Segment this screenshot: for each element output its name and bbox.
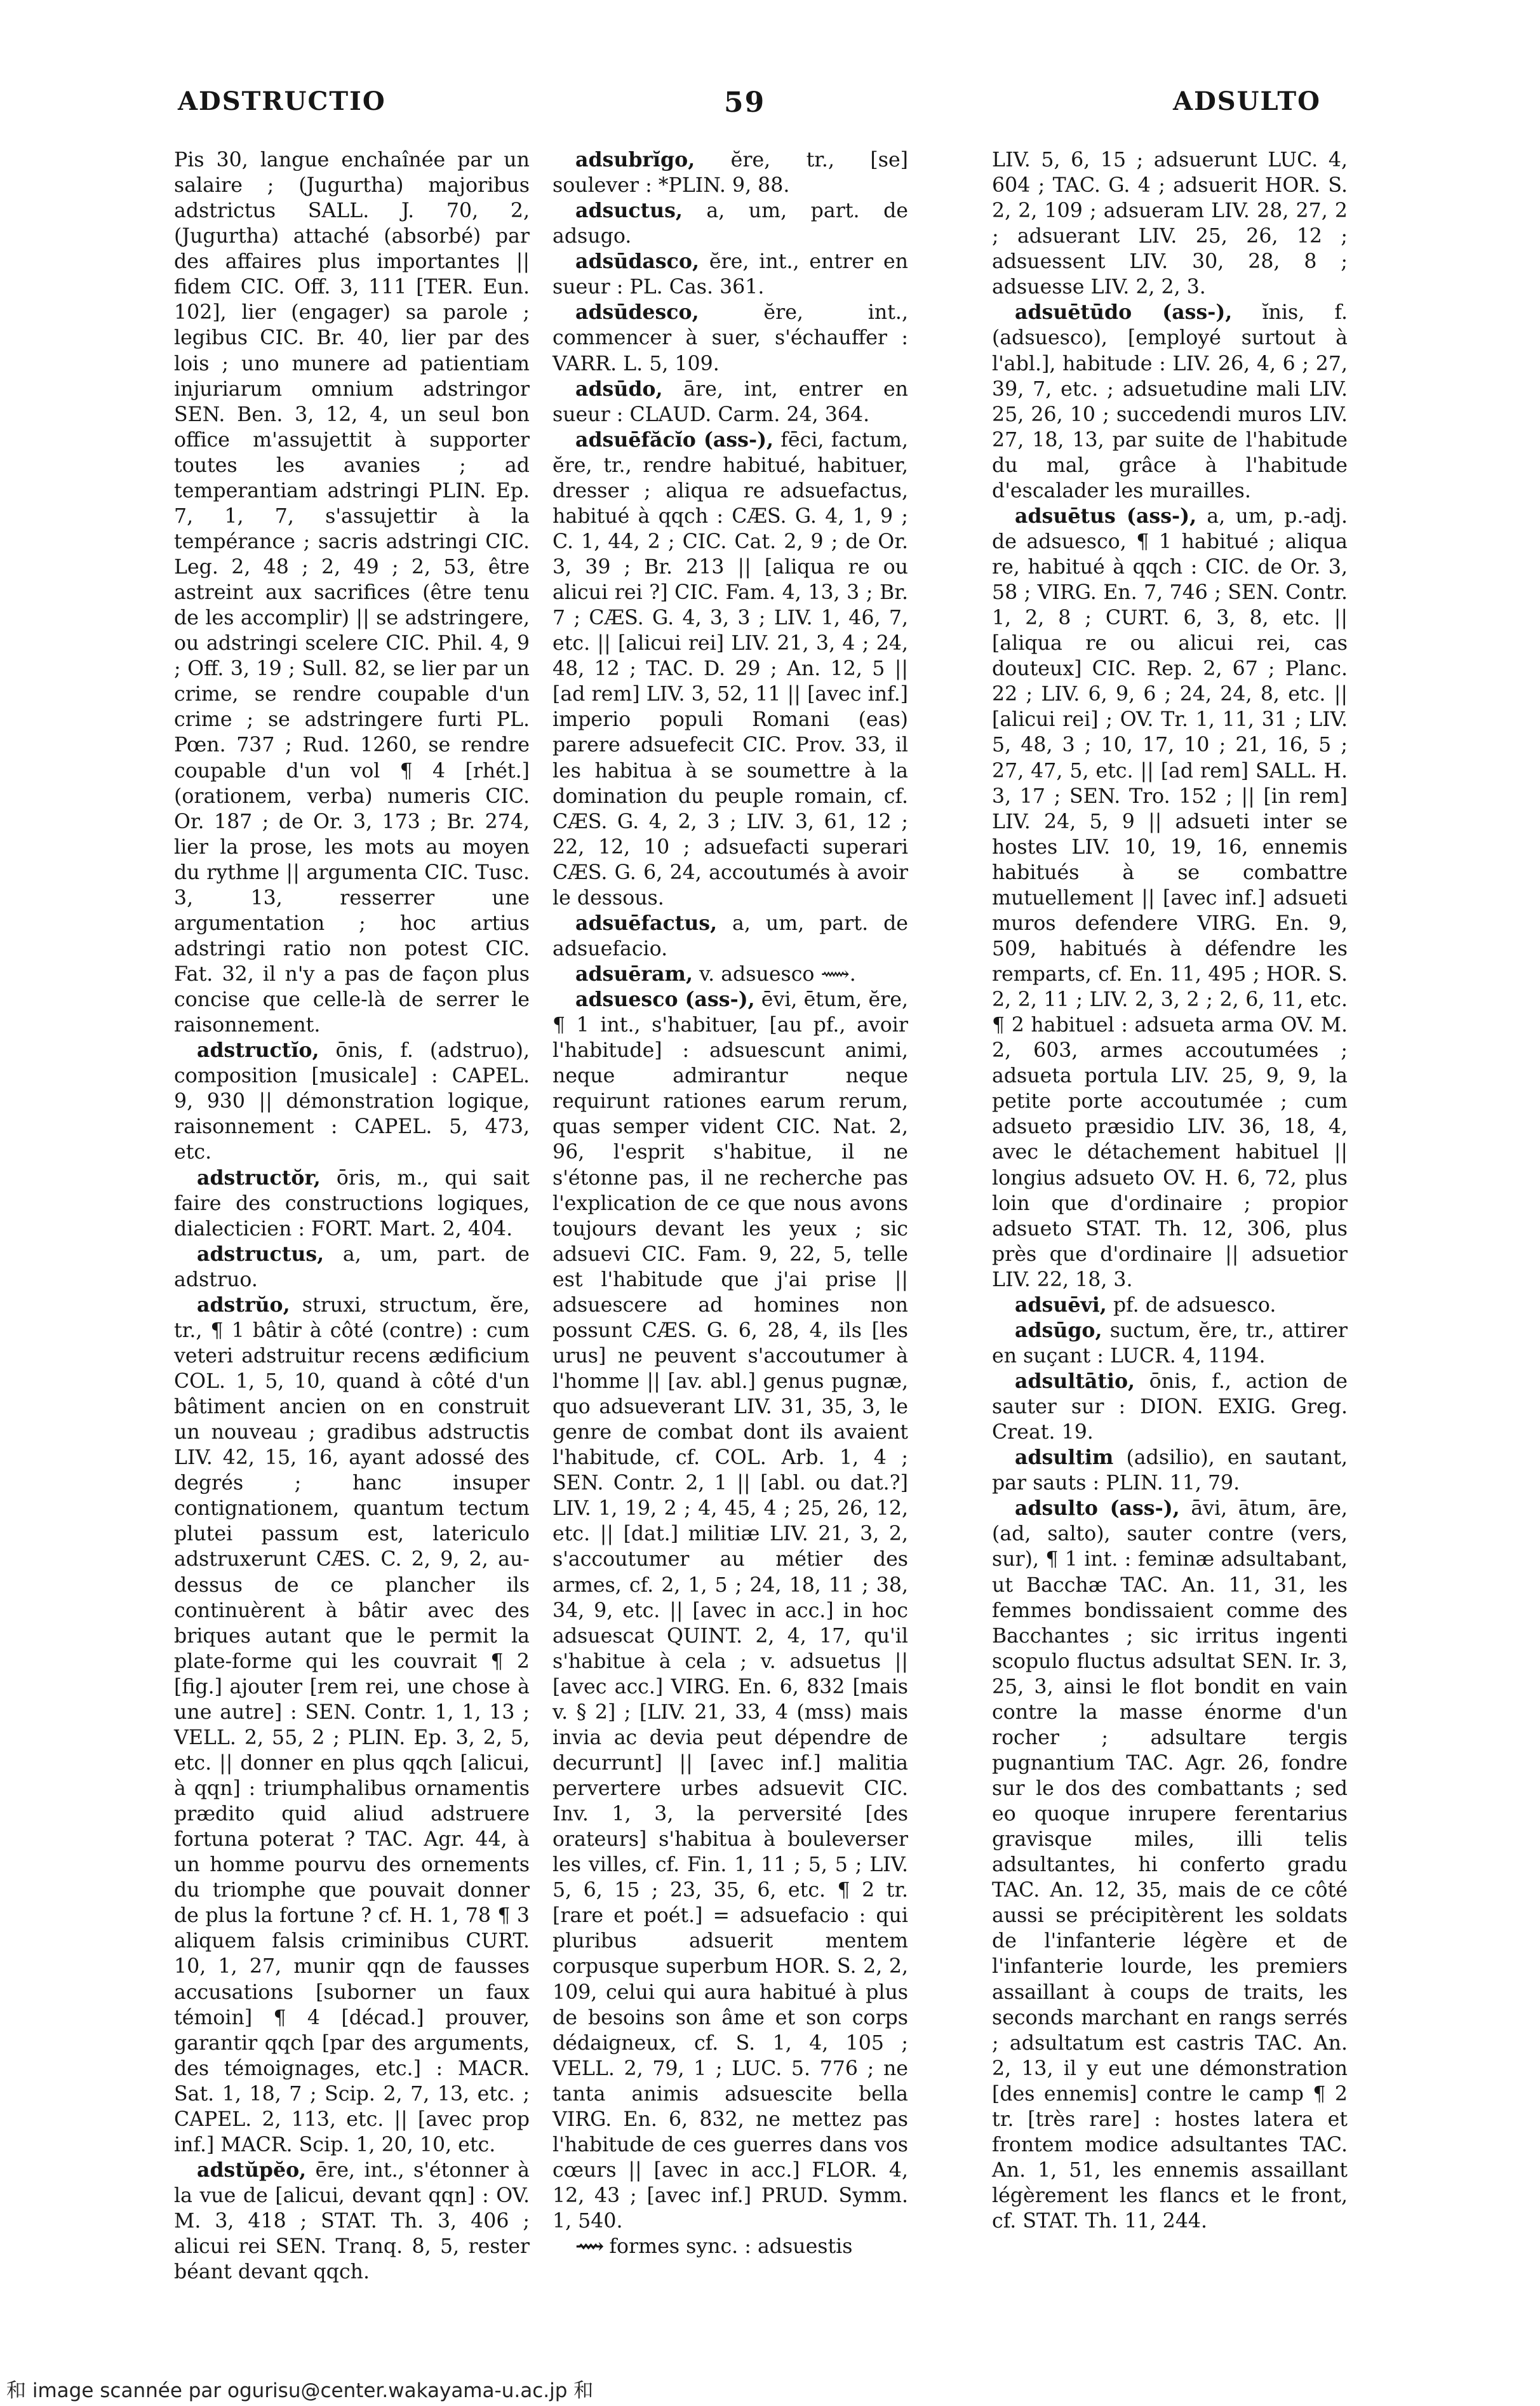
definition-text: ĕre, int., entrer en sueur : PL. Cas. 361.: [552, 250, 908, 299]
definition-text: formes sync. : adsuestis: [609, 2235, 853, 2259]
dictionary-entry: [552, 987, 908, 2234]
scan-credit: 和 image scannée par ogurisu@center.wakayama-u.ac.jp 和: [6, 2379, 594, 2402]
dictionary-entry: [992, 1445, 1348, 1496]
dictionary-entry: [552, 198, 908, 249]
definition-text: ōnis, f., action de sauter sur : DION. EXIG. Greg. Creat. 19.: [992, 1370, 1348, 1444]
column-2: [552, 147, 908, 2259]
definition-text: suctum, ĕre, tr., attirer en suçant : LUCR. 4, 1194.: [992, 1319, 1348, 1368]
headword: adsūgo,: [1015, 1318, 1102, 1342]
definition-text: fēci, factum, ĕre, tr., rendre habitué, habituer, dresser ; aliqua re adsuefactus, habitué à qqch : CÆS. G. 4, 1, 9 ; C. 1, 44, 2 ; CIC. Cat. 2, 9 ; de Or. 3, 39 ; Br. 213 || [aliqua re ou alicui rei ?] CIC. Fam. 4, 13, 3 ; Br. 7 ; CÆS. G. 4, 3, 3 ; LIV. 1, 46, 7, etc. || [alicui rei] LIV. 21, 3, 4 ; 24, 48, 12 ; TAC. D. 29 ; An. 12, 5 || [ad rem] LIV. 3, 52, 11 || [avec inf.] imperio populi Romani (eas) parere adsuefecit CIC. Prov. 33, il les habitua à se soumettre à la domination du peuple romain, cf. CÆS. G. 4, 2, 3 ; LIV. 3, 61, 12 ; 22, 12, 10 ; adsuefacti superari CÆS. G. 6, 24, accoutumés à avoir le dessous.: [552, 428, 908, 910]
headword: adstŭpĕo,: [197, 2158, 307, 2182]
definition-text: ēre, int., s'étonner à la vue de [alicui, devant qqn] : OV. M. 3, 418 ; STAT. Th. 3, 406 ; alicui rei SEN. Tranq. 8, 5, rester béant devant qqch.: [174, 2158, 530, 2284]
definition-text: āre, int, entrer en sueur : CLAUD. Carm. 24, 364.: [552, 377, 909, 426]
headword: adsuēvi,: [1015, 1293, 1107, 1317]
dictionary-entry: [992, 504, 1348, 1293]
column-1: [174, 147, 530, 2285]
dictionary-entry: [174, 2158, 530, 2285]
dictionary-entry: [992, 300, 1348, 504]
definition-text: pf. de adsuesco.: [1113, 1293, 1276, 1317]
definition-text: LIV. 5, 6, 15 ; adsuerunt LUC. 4, 604 ; TAC. G. 4 ; adsuerit HOR. S. 2, 2, 109 ; adsueram LIV. 28, 27, 2 ; adsuerant LIV. 25, 26, 12 ; adsuessent LIV. 30, 28, 8 ; adsuesse LIV. 2, 2, 3.: [992, 149, 1348, 299]
entry-continuation: [992, 147, 1348, 300]
headword: adstructĭo,: [197, 1038, 319, 1063]
dictionary-entry: [174, 1166, 530, 1242]
dictionary-entry: [992, 1318, 1348, 1369]
dictionary-entry: [174, 1293, 530, 2158]
definition-text: a, um, part. de adstruo.: [174, 1242, 530, 1291]
dictionary-entry: [552, 300, 908, 376]
headword: adsuētus (ass-),: [1015, 504, 1197, 528]
dictionary-entry: [992, 1369, 1348, 1445]
headword: adsuētūdo (ass-),: [1015, 300, 1233, 325]
dictionary-entry: [552, 147, 908, 198]
definition-text: āvi, ātum, āre, (ad, salto), sauter contre (vers, sur), ¶ 1 int. : feminæ adsultabant, ut Bacchæ TAC. An. 11, 31, les femmes bondissaient comme des Bacchantes ; sic irritus ingenti scopulo fluctus adsultat SEN. Ir. 3, 25, 3, ainsi le flot bondit en vain contre la masse énorme d'un rocher ; adsultare tergis pugnantium TAC. Agr. 26, fondre sur le dos des combattants ; sed eo quoque inrupere ferentarius gravisque miles, illi telis adsultantes, hi conferto gradu TAC. An. 12, 35, mais de ce côté aussi se précipitèrent les soldats de l'infanterie légère et de l'infanterie lourde, les premiers assaillant à coups de traits, les seconds marchant en rangs serrés ; adsultatum est castris TAC. An. 2, 13, il y eut une démonstration [des ennemis] contre le camp ¶ 2 tr. [très rare] : hostes latera et frontem modice adsultantes TAC. An. 1, 51, les ennemis assaillant légèrement les flancs et le front, cf. STAT. Th. 11, 244.: [992, 1497, 1348, 2233]
right-guideword: ADSULTO: [1173, 86, 1321, 116]
dictionary-entry: [552, 911, 908, 962]
note-arrow-icon: ⟿: [575, 2235, 603, 2259]
headword: adsuctus,: [575, 199, 683, 223]
headword: adsuēfăcĭo (ass-),: [575, 427, 774, 452]
headword: adsultātio,: [1015, 1369, 1135, 1393]
dictionary-entry: [552, 249, 908, 300]
headword: adsultim: [1015, 1446, 1114, 1470]
dictionary-entry: [552, 427, 908, 911]
page-number: 59: [724, 86, 766, 119]
headword: adstrŭo,: [197, 1293, 290, 1317]
definition-text: ōris, m., qui sait faire des constructions logiques, dialecticien : FORT. Mart. 2, 404.: [174, 1166, 530, 1240]
headword: adsuesco (ass-),: [575, 988, 755, 1012]
dictionary-entry: [992, 1293, 1348, 1318]
dictionary-entry: [552, 377, 908, 427]
headword: adsulto (ass-),: [1015, 1496, 1180, 1521]
headword: adsuēram,: [575, 962, 693, 986]
definition-text: ōnis, f. (adstruo), composition [musicale] : CAPEL. 9, 930 || démonstration logique, raisonnement : CAPEL. 5, 473, etc.: [174, 1039, 530, 1164]
headword: adsuēfactus,: [575, 911, 718, 935]
definition-text: Pis 30, langue enchaînée par un salaire ; (Jugurtha) majoribus adstrictus SALL. J. 70, 2, (Jugurtha) attaché (absorbé) par des affaires plus importantes || fidem CIC. Off. 3, 111 [TER. Eun. 102], lier (engager) sa parole ; legibus CIC. Br. 40, lier par des lois ; uno munere ad patientiam injuriarum omnium adstringor SEN. Ben. 3, 12, 4, un seul bon office m'assujettit à supporter toutes les avanies ; ad temperantiam adstringi PLIN. Ep. 7, 1, 7, s'assujettir à la tempérance ; sacris adstringi CIC. Leg. 2, 48 ; 2, 49 ; 2, 53, être astreint aux sacrifices (être tenu de les accomplir) || se adstringere, ou adstringi scelere CIC. Phil. 4, 9 ; Off. 3, 19 ; Sull. 82, se lier par un crime, se rendre coupable d'un crime ; se adstringere furti PL. Pœn. 737 ; Rud. 1260, se rendre coupable d'un vol ¶ 4 [rhét.] (orationem, verba) numeris CIC. Or. 187 ; de Or. 3, 173 ; Br. 274, lier la prose, les mots au moyen du rythme || argumenta CIC. Tusc. 3, 13, resserrer une argumentation ; hoc artius adstringi ratio non potest CIC. Fat. 32, il n'y a pas de façon plus concise que celle-là de serrer le raisonnement.: [174, 149, 530, 1037]
dictionary-entry: [174, 1242, 530, 1293]
page-header: [0, 86, 1540, 131]
definition-text: struxi, structum, ĕre, tr., ¶ 1 bâtir à côté (contre) : cum veteri adstruitur recens ædificium COL. 1, 5, 10, quand à côté d'un bâtiment ancien on en construit un nouveau ; gradibus adstructis LIV. 42, 15, 16, ayant adossé des degrés ; hanc insuper contignationem, quantum tectum plutei passum est, latericulo adstruxerunt CÆS. C. 2, 9, 2, au-dessus de ce plancher ils continuèrent à bâtir avec des briques autant que le permit la plate-forme qui les couvrait ¶ 2 [fig.] ajouter [rem rei, une chose à une autre] : SEN. Contr. 1, 1, 13 ; VELL. 2, 55, 2 ; PLIN. Ep. 3, 2, 5, etc. || donner en plus qqch [alicui, à qqn] : triumphalibus ornamentis prædito quid aliud adstruere fortuna poterat ? TAC. Agr. 44, à un homme pourvu des ornements du triomphe que pouvait donner de plus la fortune ? cf. H. 1, 78 ¶ 3 aliquem falsis criminibus CURT. 10, 1, 27, munir qqn de fausses accusations [suborner un faux témoin] ¶ 4 [décad.] prouver, garantir qqch [par des arguments, des témoignages, etc.] : MACR. Sat. 1, 18, 7 ; Scip. 2, 7, 13, etc. ; CAPEL. 2, 113, etc. || [avec prop inf.] MACR. Scip. 1, 20, 10, etc.: [174, 1293, 530, 2156]
definition-text: v. adsuesco ⟿.: [699, 963, 856, 986]
headword: adsūdesco,: [575, 300, 699, 325]
left-guideword: ADSTRUCTIO: [178, 86, 386, 116]
dictionary-entry: [174, 1038, 530, 1165]
headword: adstructus,: [197, 1242, 325, 1266]
headword: adsūdo,: [575, 377, 663, 401]
definition-text: ēvi, ētum, ĕre, ¶ 1 int., s'habituer, [au pf., avoir l'habitude] : adsuescunt animi, neque admirantur neque requirunt rationes earum rerum, quas semper vident CIC. Nat. 2, 96, l'esprit s'habitue, il ne s'étonne pas, il ne recherche pas l'explication de ce que nous avons toujours devant les yeux ; sic adsuevi CIC. Fam. 9, 22, 5, telle est l'habitude que j'ai prise || adsuescere ad homines non possunt CÆS. G. 6, 28, 4, ils [les urus] ne peuvent s'accoutumer à l'homme || [av. abl.] genus pugnæ, quo adsueverant LIV. 31, 35, 3, le genre de combat dont ils avaient l'habitude, cf. COL. Arb. 1, 4 ; SEN. Contr. 2, 1 || [abl. ou dat.?] LIV. 1, 19, 2 ; 4, 45, 4 ; 25, 26, 12, etc. || [dat.] militiæ LIV. 21, 3, 2, s'accoutumer au métier des armes, cf. 2, 1, 5 ; 24, 18, 11 ; 38, 34, 9, etc. || [avec in acc.] in hoc adsuescat QUINT. 2, 4, 17, qu'il s'habitue à cela ; v. adsuetus || [avec acc.] VIRG. En. 6, 832 [mais v. § 2] ; [LIV. 21, 33, 4 (mss) mais invia ac devia peut dépendre de decurrunt] || [avec inf.] malitia pervertere urbes adsuevit CIC. Inv. 1, 3, la perversité [des orateurs] s'habitua à bouleverser les villes, cf. Fin. 1, 11 ; 5, 5 ; LIV. 5, 6, 15 ; 23, 35, 6, etc. ¶ 2 tr. [rare et poét.] = adsuefacio : qui pluribus adsuerit mentem corpusque superbum HOR. S. 2, 2, 109, celui qui aura habitué à plus de besoins son âme et son corps dédaigneux, cf. S. 1, 4, 105 ; VELL. 2, 79, 1 ; LUC. 5. 776 ; ne tanta animis adsuescite bella VIRG. En. 6, 832, ne mettez pas l'habitude de ces guerres dans vos cœurs || [avec in acc.] FLOR. 4, 12, 43 ; [avec inf.] PRUD. Symm. 1, 540.: [552, 988, 908, 2233]
dictionary-entry: [552, 2234, 908, 2259]
column-3: [992, 147, 1348, 2234]
headword: adsubrĭgo,: [575, 148, 695, 171]
headword: adstructŏr,: [197, 1166, 321, 1190]
definition-text: ĕre, int., commencer à suer, s'échauffer : VARR. L. 5, 109.: [552, 301, 908, 375]
definition-text: (adsilio), en sautant, par sauts : PLIN. 11, 79.: [992, 1446, 1348, 1495]
headword: adsūdasco,: [575, 250, 699, 274]
definition-text: ĕre, tr., [se] soulever : *PLIN. 9, 88.: [552, 149, 908, 198]
definition-text: ĭnis, f. (adsuesco), [employé surtout à l'abl.], habitude : LIV. 26, 4, 6 ; 27, 39, 7, etc. ; adsuetudine mali LIV. 25, 26, 10 ; succedendi muros LIV. 27, 18, 13, par suite de l'habitude du mal, grâce à l'habitude d'escalader les murailles.: [992, 301, 1348, 502]
definition-text: a, um, part. de adsuefacio.: [552, 911, 908, 960]
dictionary-entry: [992, 1496, 1348, 2234]
definition-text: a, um, p.-adj. de adsuesco, ¶ 1 habitué ; aliqua re, habitué à qqch : CIC. de Or. 3, 58 ; VIRG. En. 7, 746 ; SEN. Contr. 1, 2, 8 ; CURT. 6, 3, 8, etc. || [aliqua re ou alicui rei, cas douteux] CIC. Rep. 2, 67 ; Planc. 22 ; LIV. 6, 9, 6 ; 24, 24, 8, etc. || [alicui rei] ; OV. Tr. 1, 11, 31 ; LIV. 5, 48, 3 ; 10, 17, 10 ; 21, 16, 5 ; 27, 47, 5, etc. || [ad rem] SALL. H. 3, 17 ; SEN. Tro. 152 ; || [in rem] LIV. 24, 5, 9 || adsueti inter se hostes LIV. 10, 19, 16, ennemis habitués à se combattre mutuellement || [avec inf.] adsueti muros defendere VIRG. En. 9, 509, habitués à défendre les remparts, cf. En. 11, 495 ; HOR. S. 2, 2, 11 ; LIV. 2, 3, 2 ; 2, 6, 11, etc. ¶ 2 habituel : adsueta arma OV. M. 2, 603, armes accoutumées ; adsueta portula LIV. 25, 9, 9, la petite porte accoutumée ; cum adsueto præsidio LIV. 36, 18, 4, avec le détachement habituel || longius adsueto OV. H. 6, 72, plus loin que d'ordinaire ; propior adsueto STAT. Th. 12, 306, plus près que d'ordinaire || adsuetior LIV. 22, 18, 3.: [992, 504, 1348, 1291]
dictionary-entry: [552, 962, 908, 987]
entry-continuation: [174, 147, 530, 1038]
definition-text: a, um, part. de adsugo.: [552, 199, 908, 248]
